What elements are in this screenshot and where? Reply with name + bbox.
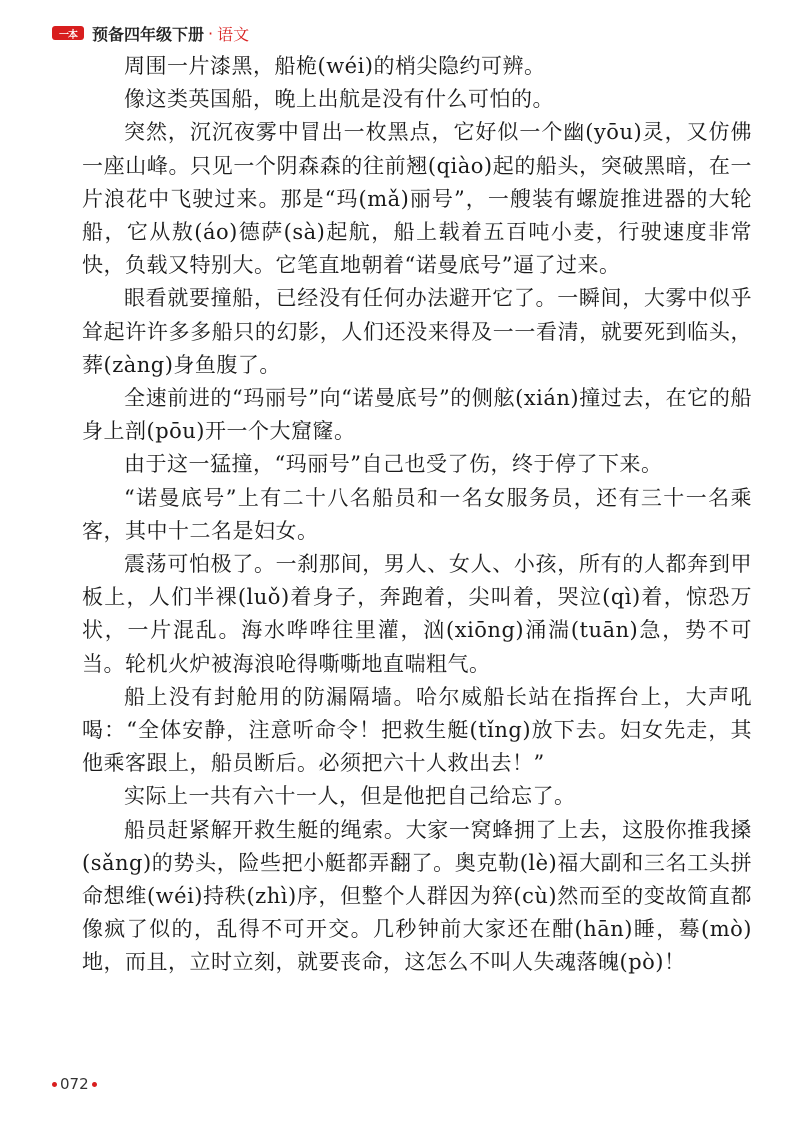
- page-header: [52, 20, 249, 46]
- paragraph: 突然，沉沉夜雾中冒出一枚黑点，它好似一个幽(yōu)灵，又仿佛一座山峰。只见一个阴森森的往前翘(qiào)起的船头，突破黑暗，在一片浪花中飞驶过来。那是“玛(mǎ)丽号”，一艘装有螺旋推进器的大轮船，它从敖(áo)德萨(sà)起航，船上载着五百吨小麦，行驶速度非常快，负载又特别大。它笔直地朝着“诺曼底号”逼了过来。: [82, 120, 752, 278]
- page-number-dot-left: [52, 1082, 57, 1087]
- article-body: [82, 50, 752, 980]
- paragraph: 震荡可怕极了。一刹那间，男人、女人、小孩，所有的人都奔到甲板上，人们半裸(luǒ)着身子，奔跑着，尖叫着，哭泣(qì)着，惊恐万状，一片混乱。海水哗哗往里灌，汹(xiōng)涌湍(tuān)急，势不可当。轮机火炉被海浪呛得嘶嘶地直喘粗气。: [82, 552, 753, 676]
- page-number-text: 072: [60, 1075, 89, 1093]
- header-separator: ·: [208, 23, 214, 43]
- page-number-dot-right: [92, 1082, 97, 1087]
- paragraph: “诺曼底号”上有二十八名船员和一名女服务员，还有三十一名乘客，其中十二名是妇女。: [82, 485, 752, 543]
- paragraph: 像这类英国船，晚上出航是没有什么可怕的。: [124, 87, 554, 112]
- paragraph: 船上没有封舱用的防漏隔墙。哈尔威船长站在指挥台上，大声吼喝：“全体安静，注意听命令！把救生艇(tǐng)放下去。妇女先走，其他乘客跟上，船员断后。必须把六十人救出去！”: [82, 684, 752, 776]
- page-number: [52, 1075, 97, 1093]
- book-title: 预备四年级下册: [92, 24, 205, 44]
- paragraph: 眼看就要撞船，已经没有任何办法避开它了。一瞬间，大雾中似乎耸起许许多多船只的幻影，人们还没来得及一一看清，就要死到临头，葬(zàng)身鱼腹了。: [82, 286, 752, 377]
- publisher-logo: 一本: [52, 26, 84, 40]
- paragraph: 船员赶紧解开救生艇的绳索。大家一窝蜂拥了上去，这股你推我搡(sǎng)的势头，险些把小艇都弄翻了。奥克勒(lè)福大副和三名工头拼命想维(wéi)持秩(zhì)序，但整个人群因为猝(cù)然而至的变故简直都像疯了似的，乱得不可开交。几秒钟前大家还在酣(hān)睡，蓦(mò)地，而且，立时立刻，就要丧命，这怎么不叫人失魂落魄(pò)！: [82, 817, 752, 975]
- paragraph: 周围一片漆黑，船桅(wéi)的梢尖隐约可辨。: [124, 54, 546, 78]
- paragraph: 实际上一共有六十一人，但是他把自己给忘了。: [124, 784, 576, 809]
- subject-label: 语文: [217, 24, 250, 44]
- paragraph: 由于这一猛撞，“玛丽号”自己也受了伤，终于停了下来。: [124, 452, 663, 477]
- paragraph: 全速前进的“玛丽号”向“诺曼底号”的侧舷(xián)撞过去，在它的船身上剖(pōu)开一个大窟窿。: [82, 386, 752, 444]
